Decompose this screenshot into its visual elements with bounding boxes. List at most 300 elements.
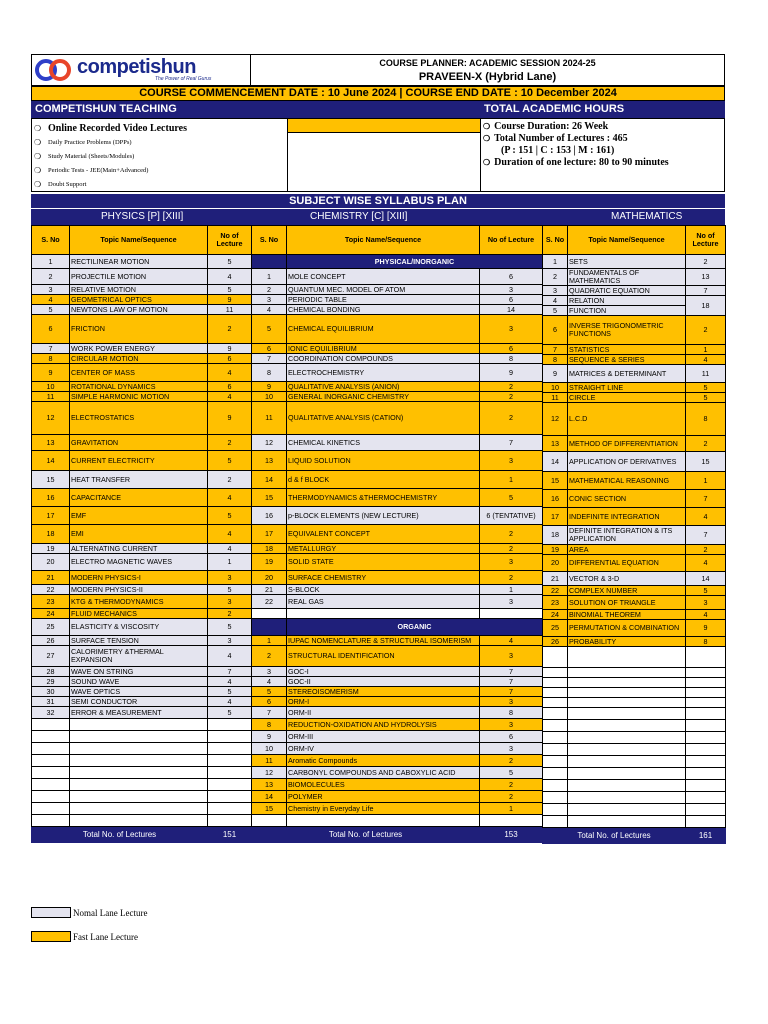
topic-name: STATISTICS [568,345,686,355]
empty-cell [568,668,686,678]
teaching-hours-box [31,118,725,192]
lecture-count: 9 [208,295,252,305]
planner-header [31,54,725,86]
topic-name: KTG & THERMODYNAMICS [70,595,208,609]
lecture-count: 3 [208,636,252,646]
lecture-count: 4 [208,544,252,554]
empty-cell [686,668,726,678]
serial-number: 5 [252,315,287,344]
topic-name: SOUND WAVE [70,677,208,687]
lecture-count: 1 [686,345,726,355]
empty-cell [568,780,686,792]
lecture-count: 4 [686,610,726,620]
table-row [543,452,726,472]
lecture-count: 5 [480,489,543,507]
topic-header: Topic Name/Sequence [568,226,686,255]
table-row [252,354,543,364]
lecture-count: 3 [480,554,543,571]
table-row [252,755,543,767]
empty-cell [32,719,70,731]
serial-number: 7 [252,707,287,719]
table-row [32,525,252,544]
empty-cell [32,755,70,767]
empty-cell [208,779,252,791]
serial-number: 21 [543,572,568,586]
table-row [252,269,543,285]
chemistry-header-row [252,226,543,255]
empty-cell [480,609,543,619]
table-row [252,382,543,392]
total-row [543,828,726,844]
topic-name: CAPACITANCE [70,489,208,507]
empty-cell [568,732,686,744]
lecture-count: 8 [686,403,726,436]
lecture-count: 8 [480,707,543,719]
empty-cell [70,755,208,767]
lecture-count: 1 [480,471,543,489]
empty-row [543,744,726,756]
empty-row [543,768,726,780]
serial-number: 24 [32,609,70,619]
table-row [543,610,726,620]
serial-number: 2 [543,269,568,286]
serial-number: 17 [32,507,70,525]
topic-name: RECTILINEAR MOTION [70,255,208,269]
table-row [543,355,726,365]
table-row [252,364,543,382]
table-row [543,403,726,436]
serial-number: 22 [252,595,287,609]
batch-name: PRAVEEN-X (Hybrid Lane) [418,71,557,83]
lecture-count: 7 [480,667,543,677]
table-row [543,383,726,393]
topic-name: MOLE CONCEPT [287,269,480,285]
empty-cell [70,719,208,731]
topic-name: CARBONYL COMPOUNDS AND CABOXYLIC ACID [287,767,480,779]
topic-name: SEMI CONDUCTOR [70,697,208,707]
table-row [32,354,252,364]
serial-number: 16 [32,489,70,507]
serial-number: 9 [252,382,287,392]
serial-number: 21 [252,585,287,595]
lecture-count: 5 [208,507,252,525]
serial-number: 27 [32,646,70,667]
course-dates: COURSE COMMENCEMENT DATE : 10 June 2024 | COURSE END DATE : 10 December 2024 [31,86,725,101]
lecture-count: 2 [208,435,252,451]
section-row [252,255,543,269]
topic-name: COMPLEX NUMBER [568,586,686,596]
topic-name: MATHEMATICAL REASONING [568,472,686,490]
empty-cell [208,767,252,779]
table-row [32,677,252,687]
serial-number: 9 [252,731,287,743]
bullet-icon: ❍ [483,134,491,143]
table-row [32,619,252,636]
serial-number: 13 [543,436,568,452]
physics-table [31,225,252,843]
topic-name: NEWTONS LAW OF MOTION [70,305,208,315]
lecture-count: 9 [480,364,543,382]
table-row [543,316,726,345]
bullet-icon: ❍ [34,179,42,189]
empty-row [32,779,252,791]
total-row [252,827,543,843]
lecture-count: 4 [686,355,726,365]
empty-cell [568,768,686,780]
lecture-count: 5 [208,255,252,269]
empty-cell [686,732,726,744]
lecture-count: 14 [480,305,543,315]
empty-cell [70,731,208,743]
empty-cell [70,803,208,815]
serial-number: 1 [252,269,287,285]
logo-mark-icon [34,58,74,82]
section-bar [31,101,725,118]
lecture-count: 4 [208,489,252,507]
table-row [252,344,543,354]
lecture-count: 7 [686,490,726,508]
serial-number: 7 [252,354,287,364]
serial-number: 21 [32,571,70,585]
plan-title: SUBJECT WISE SYLLABUS PLAN [31,194,725,208]
serial-number: 26 [32,636,70,646]
empty-cell [208,719,252,731]
lecture-count: 9 [208,344,252,354]
serial-number: 31 [32,697,70,707]
lecture-count: 2 [208,609,252,619]
table-row [32,667,252,677]
logo-tagline: The Power of Real Gurus [155,75,212,82]
topic-name: MODERN PHYSICS-II [70,585,208,595]
topic-name: GEOMETRICAL OPTICS [70,295,208,305]
table-row [543,345,726,355]
lecture-count: 6 [208,382,252,392]
topic-name: INVERSE TRIGONOMETRIC FUNCTIONS [568,316,686,345]
serial-number: 23 [543,596,568,610]
lecture-count: 4 [480,636,543,646]
teaching-item: ❍ Study Material (Sheets/Modules) [34,151,135,161]
empty-cell [543,668,568,678]
table-row [32,471,252,489]
topic-name: CHEMICAL EQUILIBRIUM [287,315,480,344]
sno-header: S. No [252,226,287,255]
table-row [32,382,252,392]
lecture-count: 6 [480,269,543,285]
serial-number: 3 [543,286,568,296]
topic-name: SETS [568,255,686,269]
blank-cell [288,119,481,191]
serial-number: 32 [32,707,70,719]
lecture-count: 5 [208,451,252,471]
lecture-count-header: No of Lecture [208,226,252,255]
table-row [32,295,252,305]
lecture-count: 4 [208,697,252,707]
empty-cell [543,768,568,780]
table-row [32,344,252,354]
serial-number: 9 [32,364,70,382]
serial-number: 10 [252,392,287,402]
topic-name: WAVE ON STRING [70,667,208,677]
table-row [32,609,252,619]
bullet-icon: ❍ [34,137,42,147]
topic-name: THERMODYNAMICS &THERMOCHEMISTRY [287,489,480,507]
serial-number: 4 [32,295,70,305]
chemistry-table [251,225,543,843]
lecture-count: 1 [480,803,543,815]
topic-name: EMF [70,507,208,525]
serial-number: 5 [32,305,70,315]
topic-name: ELECTROSTATICS [70,402,208,435]
topic-name: DEFINITE INTEGRATION & ITS APPLICATION [568,526,686,545]
section-heading: PHYSICAL/INORGANIC [287,255,543,269]
table-row [543,269,726,286]
topic-name: GOC-II [287,677,480,687]
table-row [32,305,252,315]
table-row [32,697,252,707]
serial-number: 7 [32,344,70,354]
table-row [543,393,726,403]
table-row [543,620,726,637]
teaching-item: ❍ Online Recorded Video Lectures [34,122,187,134]
table-row [252,315,543,344]
topic-name: BINOMIAL THEOREM [568,610,686,620]
serial-number: 2 [32,269,70,285]
lecture-count: 4 [208,364,252,382]
empty-cell [70,779,208,791]
lecture-count: 15 [686,452,726,472]
serial-number: 6 [252,697,287,707]
lecture-count: 4 [686,508,726,526]
topic-name: QUALITATIVE ANALYSIS (CATION) [287,402,480,435]
empty-row [543,708,726,720]
topic-name: IONIC EQUILIBRIUM [287,344,480,354]
empty-cell [686,647,726,668]
topic-name: AREA [568,545,686,555]
table-row [32,489,252,507]
lecture-count: 1 [208,554,252,571]
table-row [32,707,252,719]
brand-logo [32,55,251,85]
table-row [32,392,252,402]
chemistry-title: CHEMISTRY [C] [XIII] [310,211,408,222]
lecture-count: 3 [480,595,543,609]
table-row [252,743,543,755]
empty-cell [32,779,70,791]
empty-row [252,609,543,619]
lecture-count: 11 [208,305,252,315]
table-row [252,451,543,471]
table-row [252,525,543,544]
serial-number: 25 [543,620,568,637]
serial-number: 8 [252,719,287,731]
maths-table [542,225,726,844]
empty-cell [543,744,568,756]
empty-row [543,647,726,668]
topic-name: GRAVITATION [70,435,208,451]
table-row [543,286,726,296]
topic-name: IUPAC NOMENCLATURE & STRUCTURAL ISOMERISM [287,636,480,646]
table-row [252,571,543,585]
serial-number: 11 [252,402,287,435]
serial-number: 13 [32,435,70,451]
topic-header: Topic Name/Sequence [287,226,480,255]
lecture-count: 5 [208,687,252,697]
topic-name: POLYMER [287,791,480,803]
empty-row [32,803,252,815]
empty-row [32,743,252,755]
empty-cell [32,731,70,743]
empty-cell [208,791,252,803]
sno-header: S. No [32,226,70,255]
empty-row [543,678,726,688]
lecture-count: 9 [686,620,726,637]
table-row [252,803,543,815]
hours-title: TOTAL ACADEMIC HOURS [484,103,625,115]
total-label: Total No. of Lectures [543,828,686,844]
serial-number: 4 [543,296,568,306]
topic-name: SURFACE TENSION [70,636,208,646]
table-row [543,572,726,586]
legend-item-normal: Nomal Lane Lecture [31,906,147,919]
empty-cell [543,756,568,768]
total-value: 153 [480,827,543,843]
topic-name: CURRENT ELECTRICITY [70,451,208,471]
total-label: Total No. of Lectures [32,827,208,843]
topic-name: p-BLOCK ELEMENTS (NEW LECTURE) [287,507,480,525]
empty-cell [568,720,686,732]
empty-cell [686,678,726,688]
teaching-item: ❍ Periodic Tests - JEE(Main+Advanced) [34,165,149,175]
lecture-count: 5 [208,285,252,295]
empty-cell [568,816,686,828]
serial-number: 9 [543,365,568,383]
empty-cell [70,767,208,779]
topic-name: REAL GAS [287,595,480,609]
topic-name: QUADRATIC EQUATION [568,286,686,296]
empty-cell [252,255,287,269]
logo-name: competishun [77,55,196,78]
serial-number: 1 [252,636,287,646]
topic-name: CIRCLE [568,393,686,403]
lecture-count: 2 [208,315,252,344]
lecture-count: 13 [686,269,726,286]
hours-info [481,119,724,191]
topic-name: ELASTICITY & VISCOSITY [70,619,208,636]
section-row [252,619,543,636]
topic-name: Aromatic Compounds [287,755,480,767]
topic-name: METALLURGY [287,544,480,554]
table-row [252,697,543,707]
empty-cell [568,804,686,816]
table-row [543,586,726,596]
empty-cell [543,816,568,828]
teaching-item: ❍ Doubt Support [34,179,87,189]
empty-cell [252,609,287,619]
lecture-count: 2 [480,402,543,435]
table-row [32,435,252,451]
serial-number: 13 [252,779,287,791]
topic-name: Chemistry in Everyday Life [287,803,480,815]
lecture-count: 5 [208,585,252,595]
empty-row [543,688,726,698]
empty-cell [568,678,686,688]
table-row [32,451,252,471]
table-row [252,305,543,315]
table-row [252,731,543,743]
topic-name: COORDINATION COMPOUNDS [287,354,480,364]
section-heading: ORGANIC [287,619,543,636]
table-row [32,269,252,285]
empty-cell [252,815,287,827]
table-row [32,364,252,382]
lecture-split: (P : 151 | C : 153 | M : 161) [501,145,615,156]
serial-number: 20 [543,555,568,572]
serial-number: 6 [252,344,287,354]
topic-name: ELECTROCHEMISTRY [287,364,480,382]
lecture-count: 4 [208,392,252,402]
serial-number: 8 [32,354,70,364]
table-row [32,595,252,609]
table-row [32,285,252,295]
lecture-count: 5 [208,707,252,719]
topic-name: CHEMICAL KINETICS [287,435,480,451]
table-row [32,554,252,571]
lecture-count: 18 [686,296,726,316]
topic-name: L.C.D [568,403,686,436]
table-row [543,296,726,306]
serial-number: 10 [32,382,70,392]
table-row [252,719,543,731]
table-row [543,637,726,647]
serial-number: 24 [543,610,568,620]
empty-cell [686,804,726,816]
lecture-count: 3 [208,571,252,585]
empty-row [32,791,252,803]
serial-number: 4 [252,677,287,687]
empty-cell [686,744,726,756]
topic-name: EQUIVALENT CONCEPT [287,525,480,544]
table-row [543,526,726,545]
serial-number: 8 [252,364,287,382]
lecture-count: 2 [686,436,726,452]
lecture-count: 3 [480,451,543,471]
empty-cell [543,678,568,688]
serial-number: 26 [543,637,568,647]
empty-cell [686,688,726,698]
serial-number: 19 [252,554,287,571]
table-row [543,490,726,508]
empty-cell [686,698,726,708]
lecture-count: 5 [686,586,726,596]
topic-name: SEQUENCE & SERIES [568,355,686,365]
table-row [252,402,543,435]
table-row [32,687,252,697]
empty-cell [32,767,70,779]
empty-cell [568,708,686,720]
lecture-count: 2 [480,571,543,585]
empty-row [543,732,726,744]
empty-row [543,698,726,708]
empty-row [543,756,726,768]
empty-cell [686,756,726,768]
serial-number: 2 [252,285,287,295]
table-row [543,596,726,610]
table-row [252,471,543,489]
empty-cell [686,708,726,720]
lecture-count: 3 [480,743,543,755]
lecture-count: 4 [208,269,252,285]
total-lectures: Total Number of Lectures : 465 [494,133,628,144]
